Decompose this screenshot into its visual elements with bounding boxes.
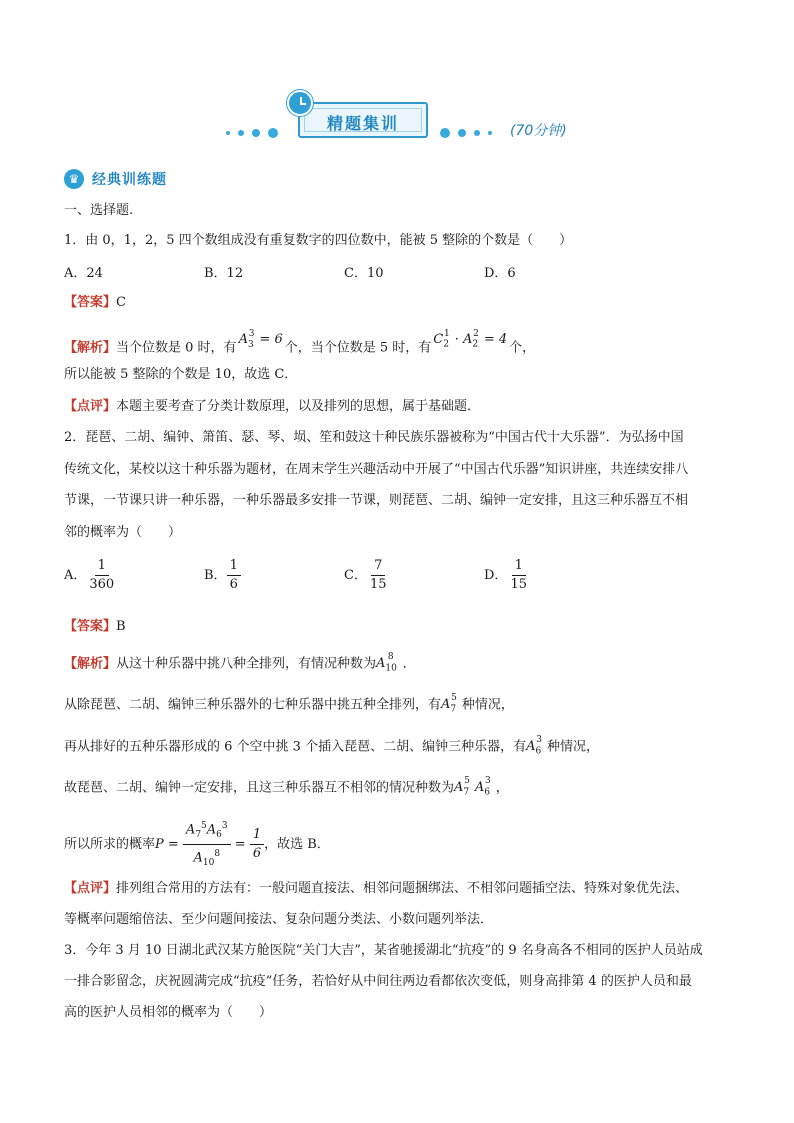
- analysis-text: 再从排好的五种乐器形成的 6 个空中挑 3 个插入琵琶、二胡、编钟三种乐器，有: [64, 739, 527, 755]
- q2-answer: [64, 618, 126, 636]
- q2-analysis-line-5: [64, 818, 330, 871]
- answer-tag: 【答案】: [64, 295, 117, 310]
- denominator: 360: [89, 577, 115, 592]
- q1-comment: [64, 398, 480, 416]
- q2-option-a: [64, 558, 117, 593]
- option-label: D．: [484, 568, 508, 583]
- q2-stem-line-2: 传统文化，某校以这十种乐器为题材，在周末学生兴趣活动中开展了“中国古代乐器”知识讲座，共连续安排八: [64, 462, 689, 477]
- trophy-icon: ♛: [64, 169, 84, 189]
- formula-a7-5: $A_7^5$: [441, 693, 457, 715]
- analysis-text: 从这十种乐器中挑八种全排列，有情况种数为: [116, 656, 377, 672]
- numerator: 7: [371, 558, 385, 576]
- analysis-text: 从除琵琶、二胡、编钟三种乐器外的七种乐器中挑五种全排列，有: [64, 697, 442, 713]
- q2-option-d: [484, 558, 530, 593]
- q1-option-c: C．10: [344, 266, 384, 281]
- q2-comment-line-1: [64, 880, 688, 898]
- denominator: 15: [510, 577, 527, 592]
- denominator: 6: [229, 577, 238, 592]
- q1-analysis-line-1: [64, 329, 536, 362]
- analysis-text: 所以所求的概率: [64, 836, 156, 852]
- denominator: 15: [369, 577, 387, 592]
- formula-a33: $A_3^3 = 6$: [238, 329, 283, 350]
- analysis-text: 个，当个位数是 5 时，有: [284, 340, 432, 356]
- analysis-text: ，故选 B．: [264, 836, 330, 852]
- q2-stem-line-1: 2．琵琶、二胡、编钟、箫笛、瑟、琴、埙、笙和鼓这十种民族乐器被称为“中国古代十大乐器”．为弘扬中国: [64, 430, 684, 445]
- q2-analysis-line-2: [64, 692, 514, 719]
- q1-option-b: B．12: [204, 266, 244, 281]
- analysis-text: 故琵琶、二胡、编钟一定安排，且这三种乐器互不相邻的情况种数为: [64, 780, 455, 796]
- analysis-text: 个，: [509, 340, 536, 356]
- formula-a6-3: $A_6^3$: [526, 735, 542, 757]
- q2-analysis-line-4: [64, 775, 509, 802]
- alarm-clock-icon: [287, 90, 313, 116]
- formula-a10-8: $A_{10}^8$: [376, 652, 397, 674]
- answer-value: C: [116, 295, 126, 310]
- q2-option-b: [204, 558, 241, 593]
- numerator: 1: [512, 558, 526, 576]
- q1-option-d: D．6: [484, 266, 516, 281]
- numerator: 1: [95, 558, 109, 576]
- fraction: [507, 558, 530, 593]
- numerator: 1: [227, 558, 241, 576]
- analysis-text: ，: [495, 780, 509, 796]
- q2-option-c: [344, 558, 390, 593]
- part-heading: 一、选择题.: [64, 203, 134, 218]
- decor-dots-right: [440, 128, 492, 138]
- comment-tag: 【点评】: [64, 881, 117, 896]
- option-label: A．: [64, 568, 87, 583]
- analysis-tag: 【解析】: [64, 656, 117, 672]
- option-label: B．: [204, 568, 227, 583]
- q2-stem-line-4: 邻的概率为（ ）: [64, 525, 182, 540]
- section-title: 经典训练题: [92, 172, 167, 188]
- fraction: [227, 558, 241, 593]
- q2-analysis-line-3: [64, 734, 599, 761]
- comment-text: 本题主要考查了分类计数原理，以及排列的思想，属于基础题．: [116, 399, 481, 414]
- fraction: [86, 558, 117, 593]
- answer-tag: 【答案】: [64, 619, 117, 634]
- q3-stem-line-3: 高的医护人员相邻的概率为（ ）: [64, 1005, 273, 1020]
- fraction: [367, 558, 390, 593]
- answer-value: B: [116, 619, 126, 634]
- formula-c21-a22: $C_2^1 \cdot A_2^2 = 4$: [433, 329, 508, 350]
- analysis-text: 当个位数是 0 时，有: [116, 340, 237, 356]
- section-header: [64, 169, 167, 189]
- header-title-box: [298, 102, 428, 138]
- option-label: C．: [344, 568, 367, 583]
- q1-stem: 1．由 0，1，2，5 四个数组成没有重复数字的四位数中，能被 5 整除的个数是（ ）: [64, 233, 573, 248]
- q2-stem-line-3: 节课，一节课只讲一种乐器，一种乐器最多安排一节课，则琵琶、二胡、编钟一定安排，且这三种乐器互不相: [64, 493, 689, 508]
- comment-tag: 【点评】: [64, 399, 117, 414]
- analysis-text: 种情况，: [461, 697, 514, 713]
- probability-formula: P = $\frac{A_7^5A_6^3}{A_{10}^8}$ = $\frac{1}{6}$: [155, 837, 264, 852]
- analysis-tag: 【解析】: [64, 340, 117, 356]
- q1-answer: [64, 294, 126, 312]
- comment-text: 排列组合常用的方法有：一般问题直接法、相邻问题捆绑法、不相邻问题插空法、特殊对象优先法、: [116, 881, 689, 896]
- q3-stem-line-2: 一排合影留念，庆祝圆满完成“抗疫”任务，若恰好从中间往两边看都依次变低，则身高排第 4 的医护人员和最: [64, 974, 692, 989]
- q1-analysis-line-2: 所以能被 5 整除的个数是 10，故选 C．: [64, 367, 298, 382]
- q1-option-a: A．24: [64, 266, 103, 281]
- header-banner: [0, 100, 794, 150]
- formula-a7-5-a6-3: $A_7^5$ $A_6^3$: [454, 776, 491, 798]
- q2-analysis-line-1: [64, 651, 416, 678]
- decor-dots-left: [226, 128, 278, 138]
- analysis-text: 种情况，: [546, 739, 599, 755]
- q2-comment-line-2: 等概率问题缩倍法、至少问题间接法、复杂问题分类法、小数问题列举法．: [64, 912, 494, 927]
- q3-stem-line-1: 3．今年 3 月 10 日湖北武汉某方舱医院“关门大吉”，某省驰援湖北“抗疫”的 9 名身高各不相同的医护人员站成: [64, 943, 703, 958]
- analysis-text: ．: [402, 656, 416, 672]
- duration-label: (70分钟): [510, 123, 567, 139]
- header-title: 精题集训: [326, 114, 399, 133]
